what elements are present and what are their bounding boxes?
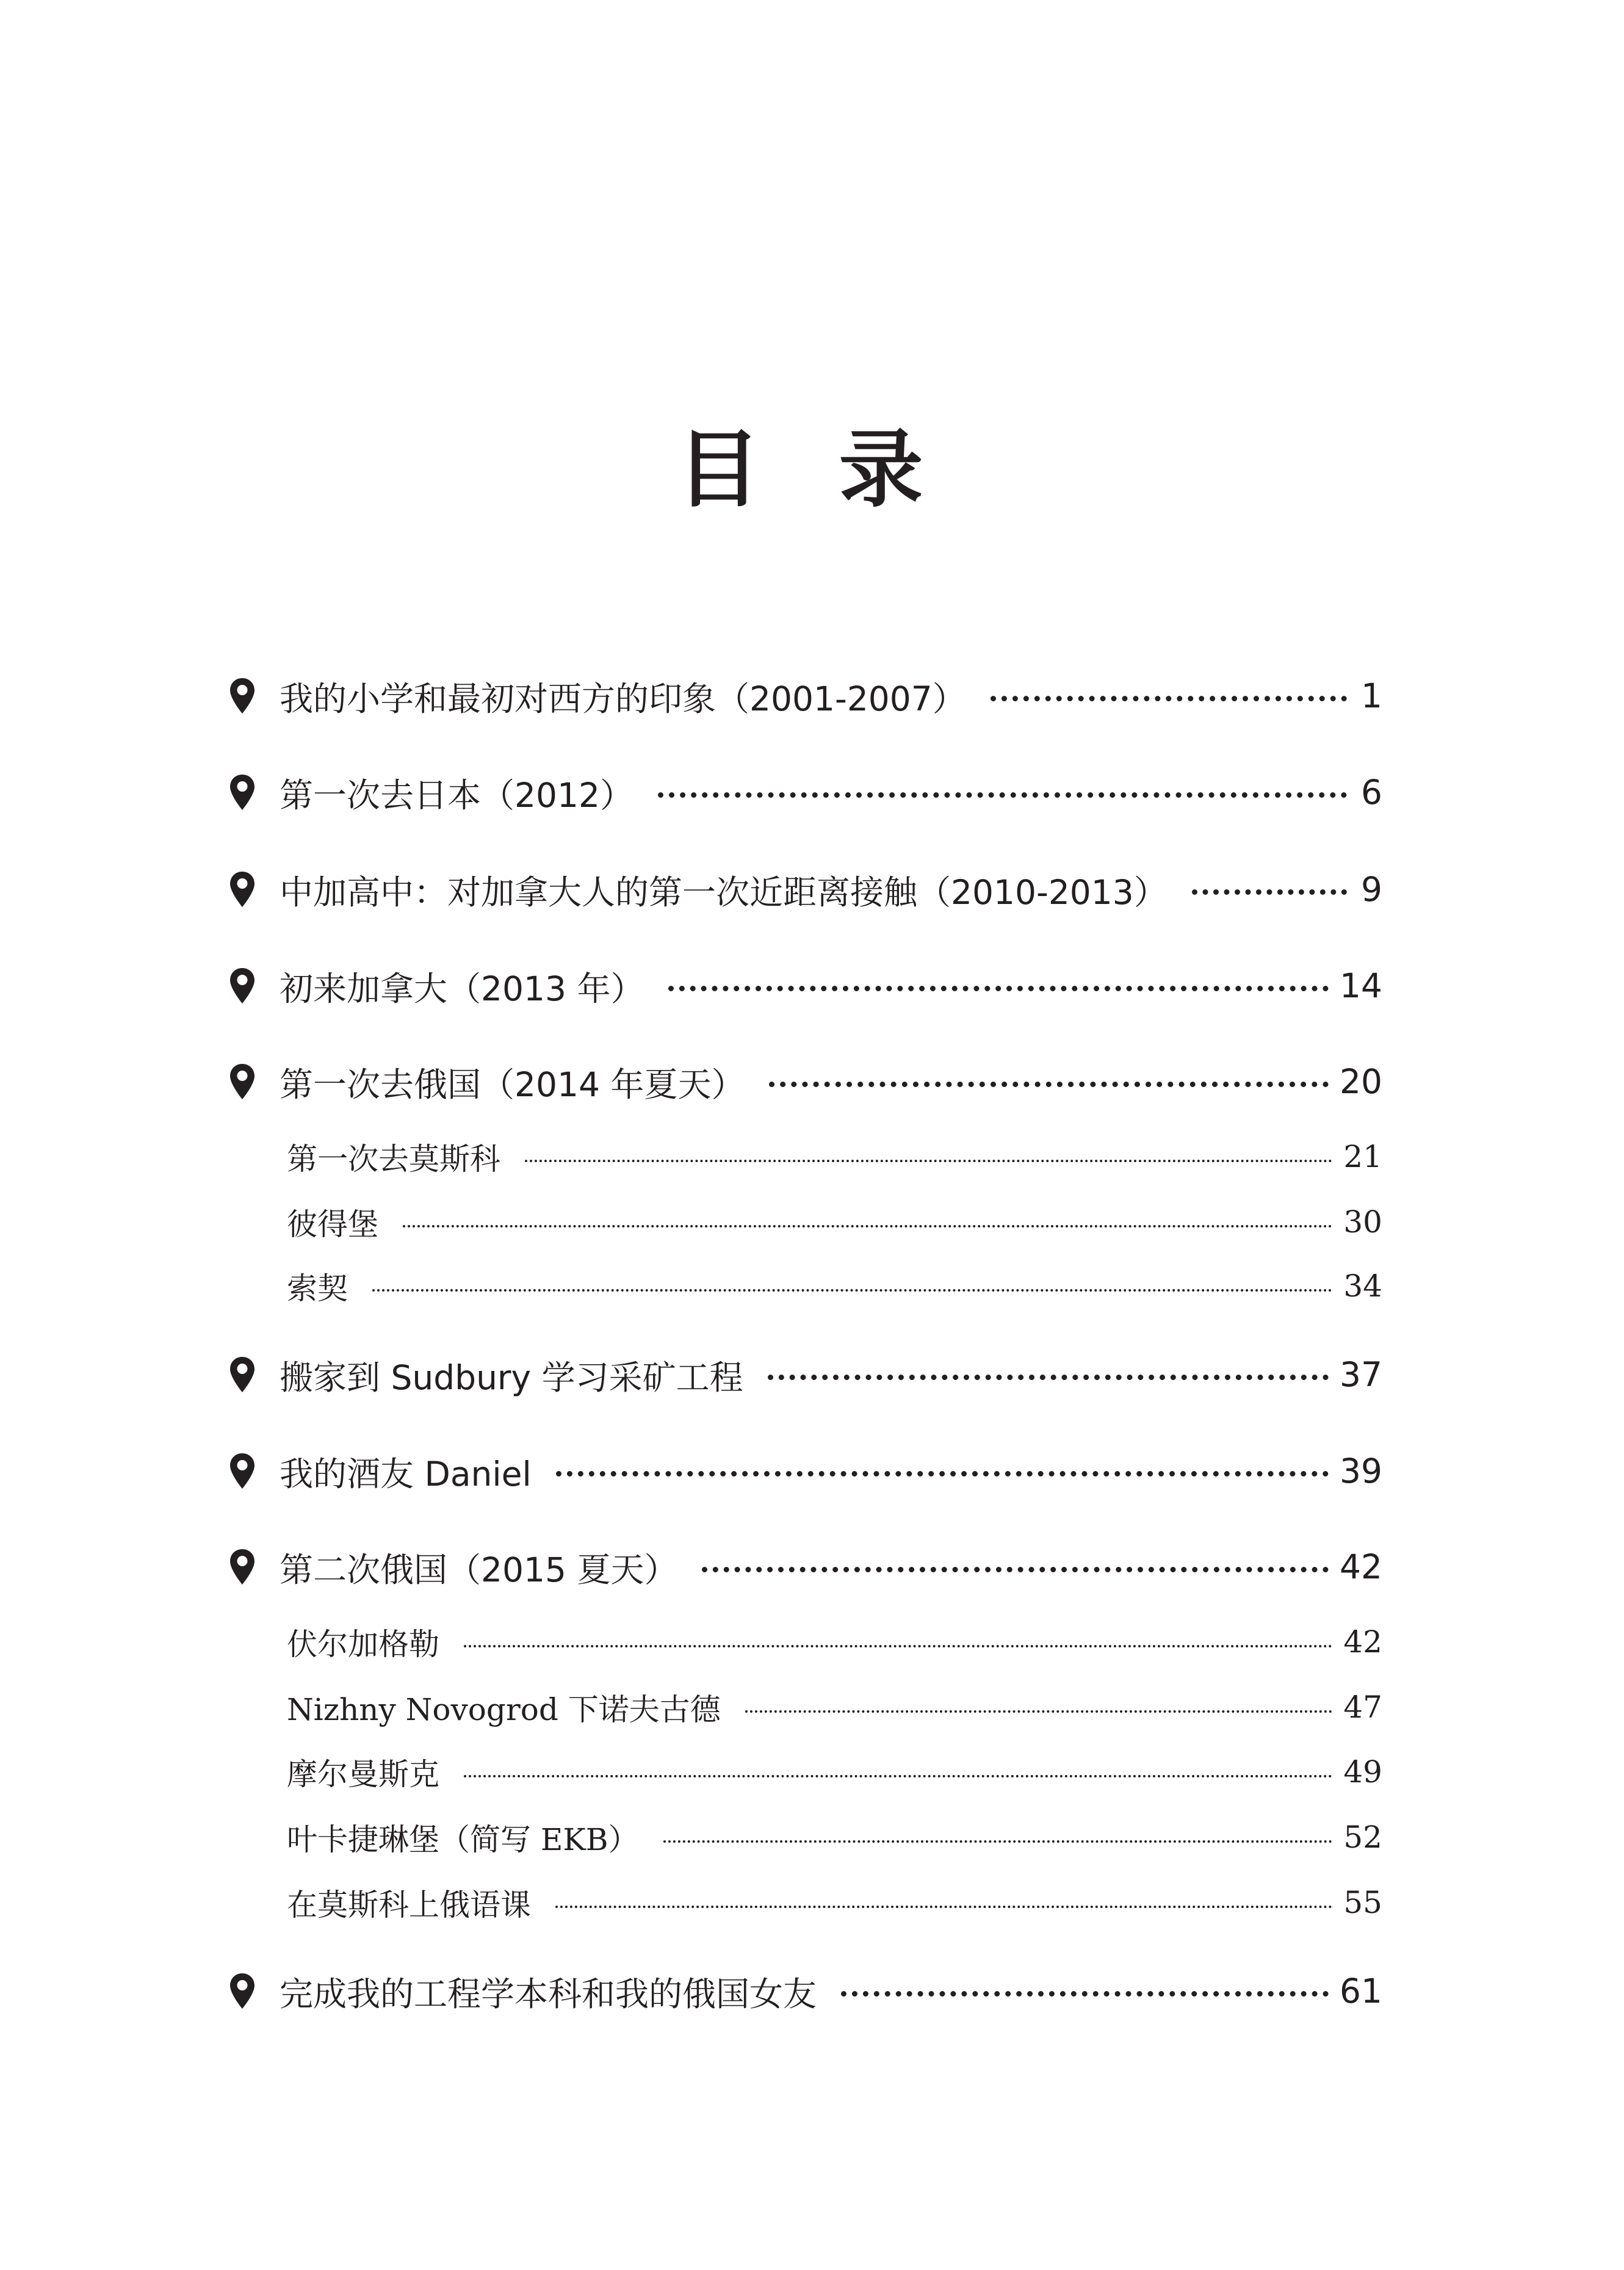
- toc-entry-title: 我的小学和最初对西方的印象（2001-2007）: [280, 679, 966, 718]
- map-pin-icon: [229, 674, 258, 717]
- toc-page-number: 9: [1361, 870, 1382, 909]
- toc-entry[interactable]: [229, 1347, 1382, 1402]
- toc-entry[interactable]: [229, 862, 1382, 917]
- map-pin-icon: [229, 964, 258, 1007]
- toc-page-number: 49: [1343, 1754, 1382, 1790]
- toc-subentry[interactable]: [287, 1265, 1382, 1307]
- toc-page-number: 30: [1343, 1204, 1382, 1240]
- toc-subentry[interactable]: [287, 1751, 1382, 1793]
- toc-page-number: 47: [1343, 1690, 1382, 1725]
- toc-entry[interactable]: [229, 1539, 1382, 1594]
- map-pin-icon: [229, 1545, 258, 1588]
- toc-entry[interactable]: [229, 1054, 1382, 1109]
- toc-subentry-title: 叶卡捷琳堡（简写 EKB）: [287, 1822, 639, 1857]
- dot-leader: [658, 792, 1347, 798]
- toc-entry-title: 第二次俄国（2015 夏天）: [280, 1550, 678, 1589]
- toc-entry[interactable]: [229, 765, 1382, 820]
- toc-entry[interactable]: [229, 958, 1382, 1013]
- dot-leader: [702, 1567, 1329, 1572]
- toc-page-number: 39: [1340, 1451, 1382, 1491]
- toc-subentry-title: 彼得堡: [287, 1207, 378, 1242]
- toc-subentry-title: 索契: [287, 1271, 348, 1306]
- page-title: 目 录: [676, 419, 948, 519]
- toc-subentry[interactable]: [287, 1686, 1382, 1729]
- toc-entry-title: 第一次去俄国（2014 年夏天）: [280, 1065, 745, 1104]
- toc-page-number: 52: [1343, 1820, 1382, 1855]
- toc-entry-title: 完成我的工程学本科和我的俄国女友: [280, 1974, 817, 2014]
- toc-entry-title: 初来加拿大（2013 年）: [280, 969, 644, 1008]
- dot-leader: [1192, 889, 1347, 895]
- toc-subentry[interactable]: [287, 1621, 1382, 1663]
- dot-leader: [991, 696, 1347, 701]
- dot-leader: [841, 1991, 1329, 1997]
- toc-entry-title: 搬家到 Sudbury 学习采矿工程: [280, 1357, 743, 1397]
- toc-page-number: 1: [1361, 676, 1382, 715]
- map-pin-icon: [229, 1060, 258, 1103]
- toc-subentry[interactable]: [287, 1881, 1382, 1924]
- toc-entry-title: 我的酒友 Daniel: [280, 1454, 532, 1494]
- toc-page-number: 42: [1343, 1624, 1382, 1660]
- toc-subentry[interactable]: [287, 1135, 1382, 1178]
- map-pin-icon: [229, 1450, 258, 1492]
- dot-leader: [769, 1082, 1329, 1087]
- toc-subentry-title: 伏尔加格勒: [287, 1627, 439, 1662]
- dot-leader: [403, 1225, 1332, 1227]
- map-pin-icon: [229, 771, 258, 814]
- toc-entry-title: 中加高中：对加拿大人的第一次近距离接触（2010-2013）: [280, 872, 1167, 912]
- dot-leader: [372, 1289, 1332, 1292]
- dot-leader: [525, 1160, 1332, 1162]
- dot-leader: [464, 1645, 1332, 1647]
- dot-leader: [663, 1840, 1333, 1843]
- toc-subentry-title: 在莫斯科上俄语课: [287, 1887, 531, 1923]
- toc-subentry-title: Nizhny Novogrod 下诺夫古德: [287, 1692, 721, 1727]
- dot-leader: [464, 1775, 1332, 1777]
- toc-page-number: 55: [1343, 1885, 1382, 1920]
- map-pin-icon: [229, 1353, 258, 1396]
- toc-entry[interactable]: [229, 1964, 1382, 2019]
- toc-entry-title: 第一次去日本（2012）: [280, 775, 633, 815]
- toc-entry[interactable]: [229, 668, 1382, 723]
- toc-page-number: 42: [1340, 1547, 1382, 1586]
- toc-page-number: 37: [1340, 1355, 1382, 1394]
- dot-leader: [745, 1710, 1333, 1713]
- dot-leader: [555, 1906, 1332, 1908]
- map-pin-icon: [229, 1970, 258, 2012]
- dot-leader: [768, 1375, 1329, 1380]
- toc-page-number: 14: [1340, 966, 1382, 1005]
- dot-leader: [668, 986, 1329, 991]
- toc-subentry-title: 第一次去莫斯科: [287, 1141, 500, 1177]
- toc-subentry[interactable]: [287, 1201, 1382, 1243]
- toc-page-number: 21: [1343, 1139, 1382, 1174]
- toc-entry[interactable]: [229, 1444, 1382, 1498]
- toc-subentry-title: 摩尔曼斯克: [287, 1757, 439, 1792]
- toc-subentry[interactable]: [287, 1816, 1382, 1859]
- toc-page-number: 20: [1340, 1062, 1382, 1101]
- dot-leader: [556, 1471, 1329, 1477]
- toc-page-number: 6: [1361, 773, 1382, 812]
- toc-page-number: 61: [1340, 1972, 1382, 2011]
- map-pin-icon: [229, 868, 258, 911]
- toc-page-number: 34: [1343, 1268, 1382, 1304]
